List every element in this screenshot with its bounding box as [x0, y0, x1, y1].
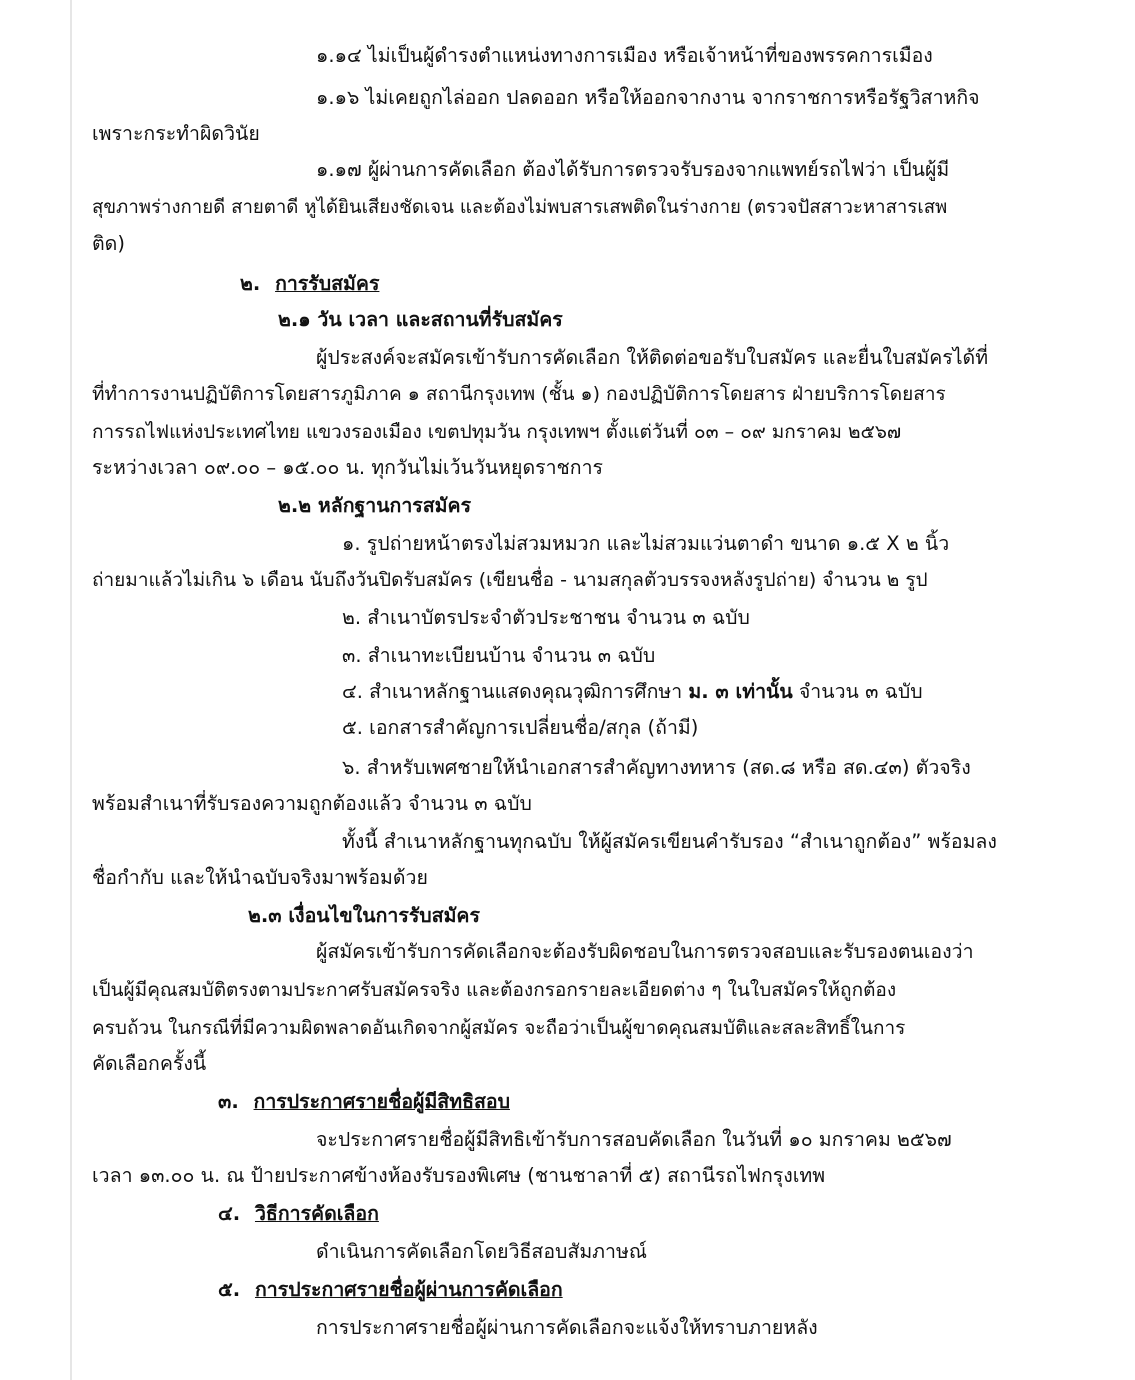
section-2-3-line1: ผู้สมัครเข้ารับการคัดเลือกจะต้องรับผิดชอบในการตรวจสอบและรับรองตนเองว่า [316, 940, 974, 963]
page-left-edge [70, 0, 72, 1380]
section-2-title: การรับสมัคร [275, 272, 380, 295]
section-3-line2: เวลา ๑๓.๐๐ น. ณ ป้ายประกาศข้างห้องรับรองพิเศษ (ชานชาลาที่ ๕) สถานีรถไฟกรุงเทพ [92, 1164, 826, 1187]
section-2-3-line3: ครบถ้วน ในกรณีที่มีความผิดพลาดอันเกิดจากผู้สมัคร จะถือว่าเป็นผู้ขาดคุณสมบัติและสละสิทธิ์ในการ [92, 1017, 906, 1039]
document-4-emphasis: ม. ๓ เท่านั้น [688, 680, 793, 703]
document-6-line1: ๖. สำหรับเพศชายให้นำเอกสารสำคัญทางทหาร (สด.๘ หรือ สด.๔๓) ตัวจริง [342, 756, 971, 779]
section-3-title: การประกาศรายชื่อผู้มีสิทธิสอบ [253, 1090, 510, 1113]
document-note-line2: ชื่อกำกับ และให้นำฉบับจริงมาพร้อมด้วย [92, 866, 428, 889]
document-1-line1: ๑. รูปถ่ายหน้าตรงไม่สวมหมวก และไม่สวมแว่นตาดำ ขนาด ๑.๕ X ๒ นิ้ว [342, 532, 950, 555]
section-2-1-line4: ระหว่างเวลา ๐๙.๐๐ – ๑๕.๐๐ น. ทุกวันไม่เว้นวันหยุดราชการ [92, 456, 603, 479]
section-2-1-line1: ผู้ประสงค์จะสมัครเข้ารับการคัดเลือก ให้ติดต่อขอรับใบสมัคร และยื่นใบสมัครได้ที่ [316, 346, 989, 369]
section-2-1-heading: ๒.๑ วัน เวลา และสถานที่รับสมัคร [278, 308, 563, 331]
document-2: ๒. สำเนาบัตรประจำตัวประชาชน จำนวน ๓ ฉบับ [342, 606, 750, 629]
section-4-number: ๔. [218, 1202, 241, 1225]
section-5-number: ๕. [218, 1278, 241, 1301]
section-3-line1: จะประกาศรายชื่อผู้มีสิทธิเข้ารับการสอบคัดเลือก ในวันที่ ๑๐ มกราคม ๒๕๖๗ [316, 1128, 952, 1151]
section-3-heading [218, 1090, 510, 1114]
qualification-1-14: ๑.๑๔ ไม่เป็นผู้ดำรงตำแหน่งทางการเมือง หรือเจ้าหน้าที่ของพรรคการเมือง [316, 44, 933, 67]
document-4-count: จำนวน ๓ ฉบับ [792, 680, 923, 703]
section-2-1-line3: การรถไฟแห่งประเทศไทย แขวงรองเมือง เขตปทุมวัน กรุงเทพฯ ตั้งแต่วันที่ ๐๓ – ๐๙ มกราคม ๒๕๖๗ [92, 421, 902, 443]
section-2-3-line2: เป็นผู้มีคุณสมบัติตรงตามประกาศรับสมัครจริง และต้องกรอกรายละเอียดต่าง ๆ ในใบสมัครให้ถูกต้อง [92, 979, 897, 1001]
section-5-heading [218, 1278, 563, 1302]
section-5-title: การประกาศรายชื่อผู้ผ่านการคัดเลือก [254, 1278, 563, 1301]
section-4-title: วิธีการคัดเลือก [254, 1202, 379, 1225]
section-3-number: ๓. [218, 1090, 239, 1113]
document-6-line2: พร้อมสำเนาที่รับรองความถูกต้องแล้ว จำนวน ๓ ฉบับ [92, 792, 532, 815]
document-note-line1: ทั้งนี้ สำเนาหลักฐานทุกฉบับ ให้ผู้สมัครเขียนคำรับรอง “สำเนาถูกต้อง” พร้อมลง [342, 830, 997, 853]
section-2-heading [240, 272, 379, 296]
document-1-line2: ถ่ายมาแล้วไม่เกิน ๖ เดือน นับถึงวันปิดรับสมัคร (เขียนชื่อ - นามสกุลตัวบรรจงหลังรูปถ่าย) จำนวน ๒ รูป [92, 569, 928, 591]
section-4-line1: ดำเนินการคัดเลือกโดยวิธีสอบสัมภาษณ์ [316, 1240, 647, 1263]
document-4-text: ๔. สำเนาหลักฐานแสดงคุณวุฒิการศึกษา [342, 680, 689, 703]
section-2-2-heading: ๒.๒ หลักฐานการสมัคร [278, 494, 472, 517]
document-4 [342, 680, 923, 704]
section-2-3-line4: คัดเลือกครั้งนี้ [92, 1052, 207, 1075]
section-2-1-line2: ที่ทำการงานปฏิบัติการโดยสารภูมิภาค ๑ สถานีกรุงเทพ (ชั้น ๑) กองปฏิบัติการโดยสาร ฝ่ายบริการโดยสาร [92, 383, 946, 405]
document-5: ๕. เอกสารสำคัญการเปลี่ยนชื่อ/สกุล (ถ้ามี) [342, 716, 699, 739]
qualification-1-16-line1: ๑.๑๖ ไม่เคยถูกไล่ออก ปลดออก หรือให้ออกจากงาน จากราชการหรือรัฐวิสาหกิจ [316, 86, 980, 109]
section-4-heading [218, 1202, 379, 1226]
qualification-1-16-line2: เพราะกระทำผิดวินัย [92, 122, 260, 145]
qualification-1-17-line1: ๑.๑๗ ผู้ผ่านการคัดเลือก ต้องได้รับการตรวจรับรองจากแพทย์รถไฟว่า เป็นผู้มี [316, 158, 950, 181]
document-3: ๓. สำเนาทะเบียนบ้าน จำนวน ๓ ฉบับ [342, 644, 656, 667]
section-5-line1: การประกาศรายชื่อผู้ผ่านการคัดเลือกจะแจ้งให้ทราบภายหลัง [316, 1316, 818, 1339]
section-2-3-heading: ๒.๓ เงื่อนไขในการรับสมัคร [248, 904, 480, 927]
section-2-number: ๒. [240, 272, 261, 295]
qualification-1-17-line2: สุขภาพร่างกายดี สายตาดี หูได้ยินเสียงชัดเจน และต้องไม่พบสารเสพติดในร่างกาย (ตรวจปัสสาวะหาสารเสพ [92, 197, 948, 218]
qualification-1-17-line3: ติด) [92, 232, 125, 255]
